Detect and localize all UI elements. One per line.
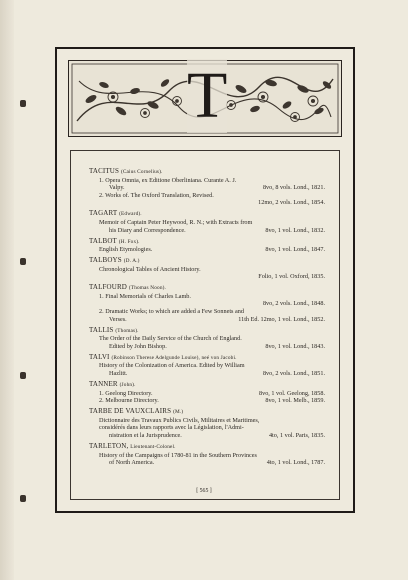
- imprint-row: [89, 246, 325, 254]
- imprint-row: [89, 432, 325, 440]
- catalogue-entry: [89, 257, 325, 281]
- title-line: 2. Works of. The Oxford Translation, Revised.: [99, 191, 214, 199]
- author-qualifier: (Robinson Therese Adelgunde Louise), neé von Jacobi.: [111, 354, 237, 361]
- imprint-row: [89, 184, 325, 192]
- imprint-row: [89, 300, 325, 308]
- title-line-end: Hazlitt.: [109, 370, 128, 377]
- catalogue-entry: [89, 443, 325, 467]
- title-line: 1. Opera Omnia, ex Editione Oberliniana. Curante A. J.: [99, 176, 237, 184]
- catalogue-entry: [89, 327, 325, 351]
- title-line-end: Verses.: [109, 315, 127, 323]
- title-line-end: his Diary and Correspondence.: [109, 226, 186, 234]
- sewing-hole: [20, 372, 26, 379]
- author-qualifier: (Thomas).: [115, 327, 139, 334]
- title-line-end: 1. Geelong Directory.: [99, 389, 153, 397]
- imprint-row: [89, 316, 325, 324]
- title-line-end: English Etymologies.: [99, 246, 153, 254]
- author-qualifier: Lieutenant-Colonel.: [130, 443, 176, 450]
- title-line-end: Edited by John Bishop.: [109, 342, 167, 350]
- author-name: TALVI: [89, 352, 110, 361]
- imprint-details: 8vo, 2 vols. Lond., 1848.: [262, 300, 325, 308]
- catalogue-entry: [89, 354, 325, 378]
- title-line: Dictionnaire des Travaux Publics Civils, Militaires et Maritimes,: [99, 416, 260, 424]
- catalogue-entry: [89, 284, 325, 323]
- imprint-row: [89, 459, 325, 467]
- author-qualifier: (John).: [119, 381, 136, 388]
- entry-heading: [89, 408, 325, 417]
- ornamental-initial-banner: [68, 60, 342, 137]
- author-qualifier: (H. Fox).: [118, 238, 140, 245]
- author-name: TARLETON,: [89, 441, 129, 450]
- author-name: TAGART: [89, 209, 118, 218]
- author-name: TANNER: [89, 379, 118, 388]
- entry-heading: [89, 284, 325, 293]
- title-line: Chronological Tables of Ancient History.: [99, 265, 201, 273]
- imprint-details: 8vo, 1 vol. Lond., 1832.: [265, 226, 325, 234]
- title-line: The Order of the Daily Service of the Church of England.: [99, 335, 242, 343]
- title-line: History of the Colonization of America. Edited by William: [99, 362, 245, 370]
- catalogue-entry: [89, 168, 325, 207]
- sewing-hole: [20, 258, 26, 265]
- imprint-details: 4to, 1 vol. Lond., 1787.: [266, 459, 325, 467]
- imprint-details: 4to, 1 vol. Paris, 1835.: [268, 431, 325, 439]
- title-line-end: nistration et la Jurisprudence.: [109, 431, 182, 439]
- imprint-details: 8vo, 1 vol. Geelong, 1858.: [259, 389, 325, 397]
- title-line: considérés dans leurs rapports avec la Législation, l'Admi-: [99, 424, 244, 432]
- title-line-end: 2. Melbourne Directory.: [99, 397, 159, 405]
- author-qualifier: (Caius Cornelius).: [120, 169, 163, 175]
- author-name: TARBE DE VAUXCLAIRS: [89, 407, 172, 416]
- author-name: TALBOT: [89, 236, 117, 245]
- entry-heading: [89, 257, 325, 266]
- imprint-details: 8vo, 1 vol. Lond., 1847.: [265, 246, 325, 254]
- sewing-hole: [20, 100, 26, 107]
- entry-heading: [89, 327, 325, 336]
- imprint-row: [89, 199, 325, 207]
- title-line-end: Valpy.: [109, 184, 125, 192]
- catalogue-entry: [89, 381, 325, 405]
- entry-heading: [89, 354, 325, 363]
- imprint-row: [89, 390, 325, 398]
- imprint-details: 8vo, 1 vol. Lond., 1843.: [265, 342, 325, 350]
- author-name: TALLIS: [89, 325, 114, 334]
- catalogue-entry: [89, 408, 325, 439]
- sewing-hole: [20, 495, 26, 502]
- title-line-end: of North America.: [109, 459, 155, 467]
- entry-heading: [89, 210, 325, 219]
- author-qualifier: (M.): [173, 409, 184, 416]
- imprint-details: 8vo, 1 vol. Melb., 1859.: [265, 397, 325, 405]
- author-qualifier: (Thomas Noon).: [128, 285, 167, 292]
- imprint-details: 8vo, 2 vols. Lond., 1851.: [262, 370, 325, 377]
- imprint-details: 12mo, 2 vols. Lond., 1854.: [258, 199, 325, 207]
- title-line: History of the Campaigns of 1780-81 in the Southern Provinces: [99, 451, 257, 459]
- entry-heading: [89, 443, 325, 452]
- title-line: Memoir of Captain Peter Heywood, R. N.; with Extracts from: [99, 218, 253, 226]
- entry-heading: [89, 381, 325, 390]
- imprint-details: Folio, 1 vol. Oxford, 1835.: [258, 273, 325, 281]
- title-line-end: [99, 199, 254, 207]
- title-line: 2. Dramatic Works; to which are added a Few Sonnets and: [99, 308, 244, 316]
- title-line-end: [99, 273, 254, 281]
- catalogue-entry: [89, 238, 325, 254]
- imprint-row: [89, 343, 325, 351]
- catalogue-entry: [89, 210, 325, 234]
- imprint-row: [89, 227, 325, 235]
- author-name: TALBOYS: [89, 256, 122, 265]
- imprint-row: [89, 273, 325, 281]
- entry-heading: [89, 238, 325, 247]
- page-number: [ 565 ]: [196, 488, 212, 494]
- author-qualifier: (D. A.): [123, 258, 140, 265]
- imprint-row: [89, 370, 325, 378]
- title-line: 1. Final Memorials of Charles Lamb.: [99, 292, 191, 300]
- catalogue-entries: [89, 168, 325, 470]
- author-name: TACITUS: [89, 167, 120, 175]
- title-line-end: [99, 300, 259, 308]
- imprint-details: 8vo, 8 vols. Lond., 1821.: [262, 184, 325, 192]
- initial-letter: T: [187, 59, 228, 132]
- author-name: TALFOURD: [89, 283, 127, 292]
- imprint-details: 11th Ed. 12mo, 1 vol. Lond., 1852.: [238, 315, 325, 323]
- author-qualifier: (Edward).: [119, 211, 142, 218]
- imprint-row: [89, 397, 325, 405]
- entry-heading: [89, 168, 325, 177]
